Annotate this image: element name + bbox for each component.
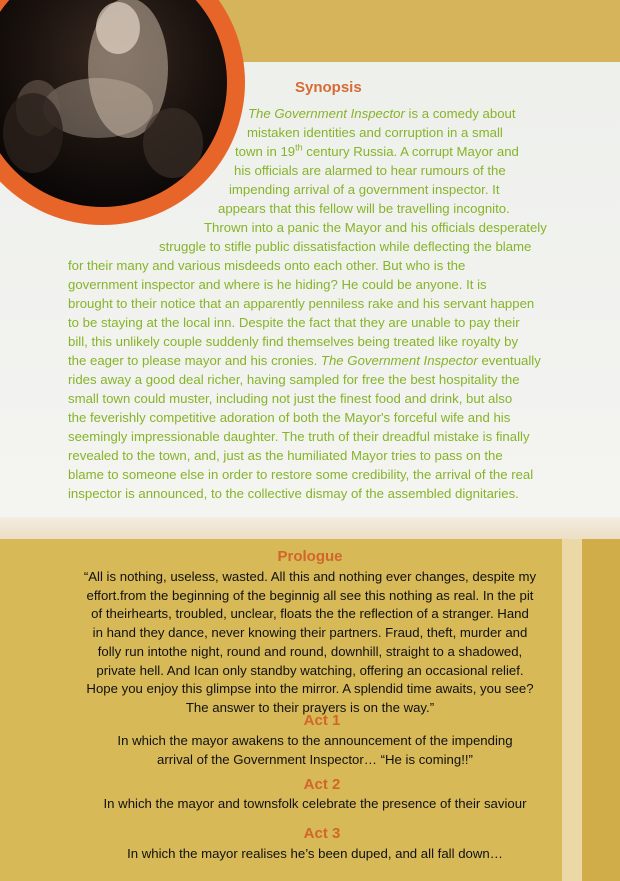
synopsis-line: small town could muster, including not just the finest food and drink, but also (68, 391, 513, 406)
act-line: arrival of the Government Inspector… “He is coming!!” (157, 751, 473, 767)
section-separator (0, 517, 620, 539)
act-line: In which the mayor realises he’s been duped, and all fall down… (127, 846, 503, 861)
right-dark-panel (582, 539, 620, 881)
synopsis-line: for their many and various misdeeds onto each other. But who is the (68, 258, 466, 273)
synopsis-title: Synopsis (295, 79, 362, 96)
synopsis-line: impending arrival of a government inspector. It (229, 182, 500, 197)
play-title: The Government Inspector (320, 353, 478, 368)
prologue-line: folly run intothe night, round and round, downhill, straight to a shadowed, (97, 643, 523, 659)
prologue-text (70, 568, 550, 718)
synopsis-line: appears that this fellow will be travelling incognito. (218, 201, 510, 216)
synopsis-line: Thrown into a panic the Mayor and his officials desperately (204, 220, 547, 235)
synopsis-line: to be staying at the local inn. Despite the fact that they are unable to pay their (68, 315, 520, 330)
act-1-text (55, 732, 575, 769)
synopsis-line: bill, this unlikely couple suddenly find themselves being treated like royalty by (68, 334, 519, 349)
prologue-line: of theirhearts, troubled, unclear, floats the the reflection of a stranger. Hand (91, 606, 529, 622)
prologue-line: in hand they dance, never knowing their partners. Fraud, theft, murder and (92, 625, 528, 641)
act-1-title: Act 1 (303, 712, 341, 729)
play-title: The Government Inspector (248, 106, 405, 121)
synopsis-line: struggle to stifle public dissatisfaction while deflecting the blame (159, 239, 532, 254)
act-line: In which the mayor and townsfolk celebrate the presence of their saviour (103, 796, 527, 811)
prologue-line: “All is nothing, useless, wasted. All this and nothing ever changes, despite my (83, 569, 537, 584)
synopsis-line: the eager to please mayor and his cronies. The Government Inspector eventually (68, 353, 541, 368)
prologue-line: private hell. And Ican only standby watching, offering an occasional relief. (96, 662, 524, 678)
prologue-line: Hope you enjoy this glimpse into the mirror. A splendid time awaits, you see? (86, 681, 534, 697)
synopsis-line: inspector is announced, to the collective dismay of the assembled dignitaries. (68, 486, 519, 501)
synopsis-line: his officials are alarmed to hear rumours of the (234, 163, 506, 178)
prologue-title: Prologue (277, 548, 343, 565)
synopsis-text (68, 104, 588, 503)
right-light-strip (562, 539, 582, 881)
synopsis-line: revealed to the town, and, just as the humiliated Mayor tries to pass on the (68, 448, 503, 463)
synopsis-line: brought to their notice that an apparently penniless rake and his servant happen (68, 296, 535, 311)
synopsis-line: rides away a good deal richer, having sampled for free the best hospitality the (68, 372, 520, 387)
synopsis-line: government inspector and where is he hiding? He could be anyone. It is (68, 277, 487, 292)
synopsis-line: seemingly impressionable daughter. The truth of their dreadful mistake is finally (68, 429, 530, 444)
act-3-title: Act 3 (303, 825, 341, 842)
prologue-line: effort.from the beginning of the beginnig all see this nothing as real. In the pit (86, 587, 534, 603)
act-3-text (55, 845, 575, 864)
synopsis-line: mistaken identities and corruption in a small (247, 125, 503, 140)
synopsis-line: The Government Inspector is a comedy about (248, 106, 516, 121)
synopsis-line: blame to someone else in order to restore some credibility, the arrival of the real (68, 467, 534, 482)
act-2-text (55, 795, 575, 814)
synopsis-line: town in 19th century Russia. A corrupt Mayor and (235, 142, 519, 159)
synopsis-line: the feverishly competitive adoration of both the Mayor's forceful wife and his (68, 410, 511, 425)
act-2-title: Act 2 (303, 776, 341, 793)
act-line: In which the mayor awakens to the announcement of the impending (117, 733, 513, 748)
prologue-line: The answer to their prayers is on the way.” (185, 699, 435, 715)
